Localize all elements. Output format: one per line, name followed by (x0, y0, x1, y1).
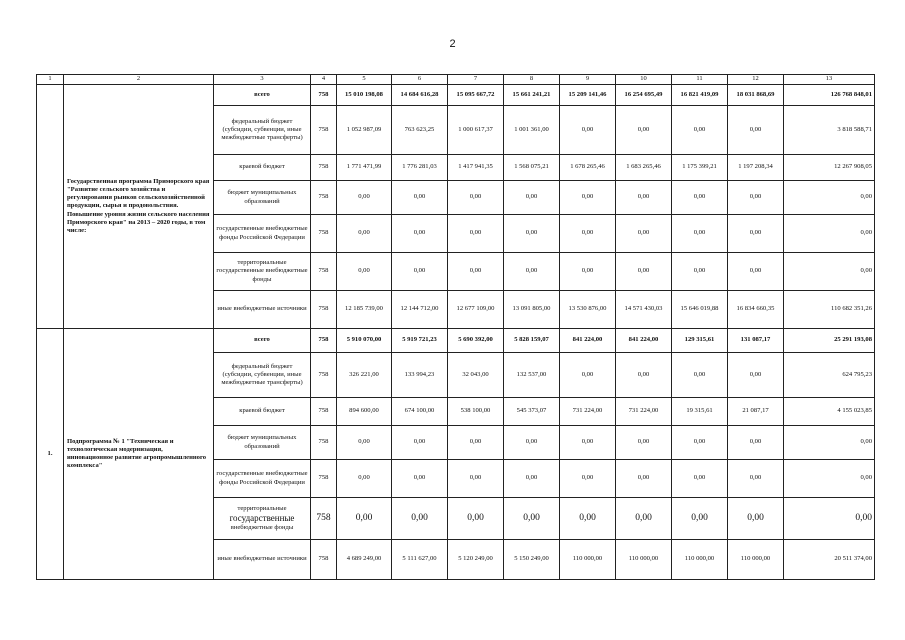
budget-table (36, 74, 875, 580)
column-number-row (37, 75, 875, 85)
value-cell: 5 150 249,00 (504, 540, 560, 580)
row-index (37, 85, 64, 329)
value-cell: 129 315,61 (672, 329, 728, 353)
value-cell: 0,00 (448, 426, 504, 460)
table-row (37, 85, 875, 106)
value-cell: 0,00 (672, 460, 728, 498)
value-cell: 0,00 (672, 181, 728, 215)
value-cell: 731 224,00 (560, 398, 616, 426)
code-cell: 758 (311, 291, 337, 329)
value-cell: 110 000,00 (672, 540, 728, 580)
value-cell: 0,00 (560, 181, 616, 215)
value-cell: 15 661 241,21 (504, 85, 560, 106)
funding-source: бюджет муниципальных образований (214, 426, 311, 460)
value-cell: 0,00 (728, 181, 784, 215)
value-cell: 21 087,17 (728, 398, 784, 426)
funding-source: всего (214, 329, 311, 353)
value-cell: 5 828 159,07 (504, 329, 560, 353)
value-cell: 0,00 (337, 253, 392, 291)
value-cell: 0,00 (560, 460, 616, 498)
value-cell: 32 043,00 (448, 353, 504, 398)
funding-source: иные внебюджетные источники (214, 540, 311, 580)
header-cell: 9 (560, 75, 616, 85)
value-cell: 0,00 (337, 498, 392, 540)
value-cell: 841 224,00 (560, 329, 616, 353)
value-cell: 15 646 019,88 (672, 291, 728, 329)
total-cell: 3 818 588,71 (784, 106, 875, 155)
value-cell: 0,00 (504, 498, 560, 540)
value-cell: 0,00 (616, 498, 672, 540)
value-cell: 0,00 (616, 215, 672, 253)
header-cell: 11 (672, 75, 728, 85)
funding-source-line: внебюджетные фонды (230, 524, 294, 532)
total-cell: 126 768 848,01 (784, 85, 875, 106)
header-cell: 13 (784, 75, 875, 85)
value-cell: 14 684 616,28 (392, 85, 448, 106)
value-cell: 0,00 (560, 498, 616, 540)
funding-source: всего (214, 85, 311, 106)
row-index: 1. (37, 329, 64, 580)
value-cell: 16 254 695,49 (616, 85, 672, 106)
funding-source: краевой бюджет (214, 155, 311, 181)
value-cell: 0,00 (392, 215, 448, 253)
value-cell: 0,00 (504, 426, 560, 460)
value-cell: 0,00 (672, 253, 728, 291)
value-cell: 0,00 (448, 253, 504, 291)
value-cell: 1 001 361,00 (504, 106, 560, 155)
value-cell: 110 000,00 (560, 540, 616, 580)
value-cell: 0,00 (616, 426, 672, 460)
funding-source-line: территориальные (237, 504, 287, 512)
value-cell: 1 568 075,21 (504, 155, 560, 181)
value-cell: 0,00 (728, 215, 784, 253)
value-cell: 0,00 (560, 253, 616, 291)
value-cell: 133 994,23 (392, 353, 448, 398)
value-cell: 0,00 (560, 106, 616, 155)
header-cell: 10 (616, 75, 672, 85)
value-cell: 0,00 (504, 460, 560, 498)
value-cell: 12 185 739,00 (337, 291, 392, 329)
code-cell: 758 (311, 155, 337, 181)
header-cell: 12 (728, 75, 784, 85)
value-cell: 0,00 (504, 215, 560, 253)
code-cell: 758 (311, 353, 337, 398)
total-cell: 0,00 (784, 498, 875, 540)
code-cell: 758 (311, 181, 337, 215)
value-cell: 0,00 (616, 460, 672, 498)
value-cell: 5 919 721,23 (392, 329, 448, 353)
value-cell: 0,00 (728, 498, 784, 540)
value-cell: 4 689 249,00 (337, 540, 392, 580)
value-cell: 0,00 (616, 253, 672, 291)
code-cell: 758 (311, 460, 337, 498)
program-name: Государственная программа Приморского края "Развитие сельского хозяйства и регулирования рынков сельскохозяйственной продукции, сырья и продовольствия. Повышение уровня жизни сельского населения Приморского края" на 2013 – 2020 годы, в том числе: (64, 85, 214, 329)
header-cell: 4 (311, 75, 337, 85)
value-cell: 731 224,00 (616, 398, 672, 426)
code-cell: 758 (311, 106, 337, 155)
funding-source: краевой бюджет (214, 398, 311, 426)
value-cell: 0,00 (672, 426, 728, 460)
value-cell: 5 111 627,00 (392, 540, 448, 580)
value-cell: 0,00 (616, 353, 672, 398)
header-cell: 6 (392, 75, 448, 85)
value-cell: 1 052 987,09 (337, 106, 392, 155)
total-cell: 0,00 (784, 215, 875, 253)
value-cell: 0,00 (728, 460, 784, 498)
code-cell: 758 (311, 398, 337, 426)
total-cell: 25 291 193,08 (784, 329, 875, 353)
subprogram-name: Подпрограмма № 1 "Техническая и технологическая модернизация, инновационное развитие агропромышленного комплекса" (64, 329, 214, 580)
value-cell: 19 315,61 (672, 398, 728, 426)
funding-source (214, 498, 311, 540)
value-cell: 1 683 265,46 (616, 155, 672, 181)
value-cell: 0,00 (337, 215, 392, 253)
value-cell: 0,00 (560, 215, 616, 253)
value-cell: 0,00 (392, 181, 448, 215)
header-cell: 5 (337, 75, 392, 85)
value-cell: 0,00 (504, 253, 560, 291)
code-cell: 758 (311, 498, 337, 540)
header-cell: 1 (37, 75, 64, 85)
total-cell: 12 267 908,05 (784, 155, 875, 181)
total-cell: 0,00 (784, 181, 875, 215)
code-cell: 758 (311, 253, 337, 291)
value-cell: 0,00 (728, 106, 784, 155)
value-cell: 1 771 471,99 (337, 155, 392, 181)
value-cell: 110 000,00 (616, 540, 672, 580)
value-cell: 0,00 (616, 181, 672, 215)
value-cell: 16 834 660,35 (728, 291, 784, 329)
funding-source: территориальные государственные внебюджетные фонды (214, 253, 311, 291)
value-cell: 13 091 805,00 (504, 291, 560, 329)
value-cell: 15 010 198,08 (337, 85, 392, 106)
value-cell: 13 530 876,00 (560, 291, 616, 329)
code-cell: 758 (311, 329, 337, 353)
value-cell: 14 571 430,03 (616, 291, 672, 329)
code-cell: 758 (311, 426, 337, 460)
total-cell: 624 795,23 (784, 353, 875, 398)
value-cell: 0,00 (560, 426, 616, 460)
total-cell: 0,00 (784, 253, 875, 291)
value-cell: 0,00 (448, 181, 504, 215)
funding-source: федеральный бюджет (субсидии, субвенции, иные межбюджетные трансферты) (214, 106, 311, 155)
value-cell: 5 120 249,00 (448, 540, 504, 580)
value-cell: 0,00 (672, 498, 728, 540)
value-cell: 0,00 (392, 498, 448, 540)
header-cell: 2 (64, 75, 214, 85)
value-cell: 132 537,00 (504, 353, 560, 398)
header-cell: 7 (448, 75, 504, 85)
value-cell: 326 221,00 (337, 353, 392, 398)
value-cell: 110 000,00 (728, 540, 784, 580)
value-cell: 16 821 419,09 (672, 85, 728, 106)
value-cell: 12 144 712,00 (392, 291, 448, 329)
page-number: 2 (449, 38, 456, 50)
value-cell: 0,00 (728, 353, 784, 398)
value-cell: 763 623,25 (392, 106, 448, 155)
funding-source: государственные внебюджетные фонды Российской Федерации (214, 460, 311, 498)
value-cell: 0,00 (672, 106, 728, 155)
table-row (37, 329, 875, 353)
value-cell: 1 000 617,37 (448, 106, 504, 155)
header-cell: 8 (504, 75, 560, 85)
code-cell: 758 (311, 85, 337, 106)
value-cell: 5 690 392,00 (448, 329, 504, 353)
value-cell: 0,00 (728, 426, 784, 460)
value-cell: 5 910 070,00 (337, 329, 392, 353)
value-cell: 0,00 (392, 253, 448, 291)
value-cell: 0,00 (448, 498, 504, 540)
total-cell: 20 511 374,00 (784, 540, 875, 580)
value-cell: 15 095 667,72 (448, 85, 504, 106)
value-cell: 0,00 (560, 353, 616, 398)
value-cell: 1 417 941,35 (448, 155, 504, 181)
funding-source: федеральный бюджет (субсидии, субвенции, иные межбюджетные трансферты) (214, 353, 311, 398)
value-cell: 0,00 (616, 106, 672, 155)
total-cell: 110 682 351,26 (784, 291, 875, 329)
header-cell: 3 (214, 75, 311, 85)
value-cell: 0,00 (392, 460, 448, 498)
code-cell: 758 (311, 540, 337, 580)
funding-source: иные внебюджетные источники (214, 291, 311, 329)
total-cell: 4 155 023,85 (784, 398, 875, 426)
value-cell: 674 100,00 (392, 398, 448, 426)
value-cell: 0,00 (337, 426, 392, 460)
value-cell: 12 677 109,00 (448, 291, 504, 329)
value-cell: 1 175 399,21 (672, 155, 728, 181)
value-cell: 841 224,00 (616, 329, 672, 353)
total-cell: 0,00 (784, 460, 875, 498)
value-cell: 545 373,07 (504, 398, 560, 426)
value-cell: 0,00 (392, 426, 448, 460)
value-cell: 18 031 868,69 (728, 85, 784, 106)
funding-source-line: государственные (229, 512, 295, 523)
value-cell: 15 209 141,46 (560, 85, 616, 106)
value-cell: 0,00 (672, 353, 728, 398)
value-cell: 0,00 (728, 253, 784, 291)
value-cell: 0,00 (448, 215, 504, 253)
code-cell: 758 (311, 215, 337, 253)
total-cell: 0,00 (784, 426, 875, 460)
value-cell: 1 678 265,46 (560, 155, 616, 181)
funding-source: бюджет муниципальных образований (214, 181, 311, 215)
value-cell: 1 197 208,34 (728, 155, 784, 181)
value-cell: 894 600,00 (337, 398, 392, 426)
value-cell: 0,00 (448, 460, 504, 498)
value-cell: 0,00 (672, 215, 728, 253)
value-cell: 0,00 (337, 181, 392, 215)
value-cell: 0,00 (337, 460, 392, 498)
value-cell: 538 100,00 (448, 398, 504, 426)
value-cell: 1 776 281,03 (392, 155, 448, 181)
funding-source: государственные внебюджетные фонды Российской Федерации (214, 215, 311, 253)
value-cell: 0,00 (504, 181, 560, 215)
value-cell: 131 087,17 (728, 329, 784, 353)
